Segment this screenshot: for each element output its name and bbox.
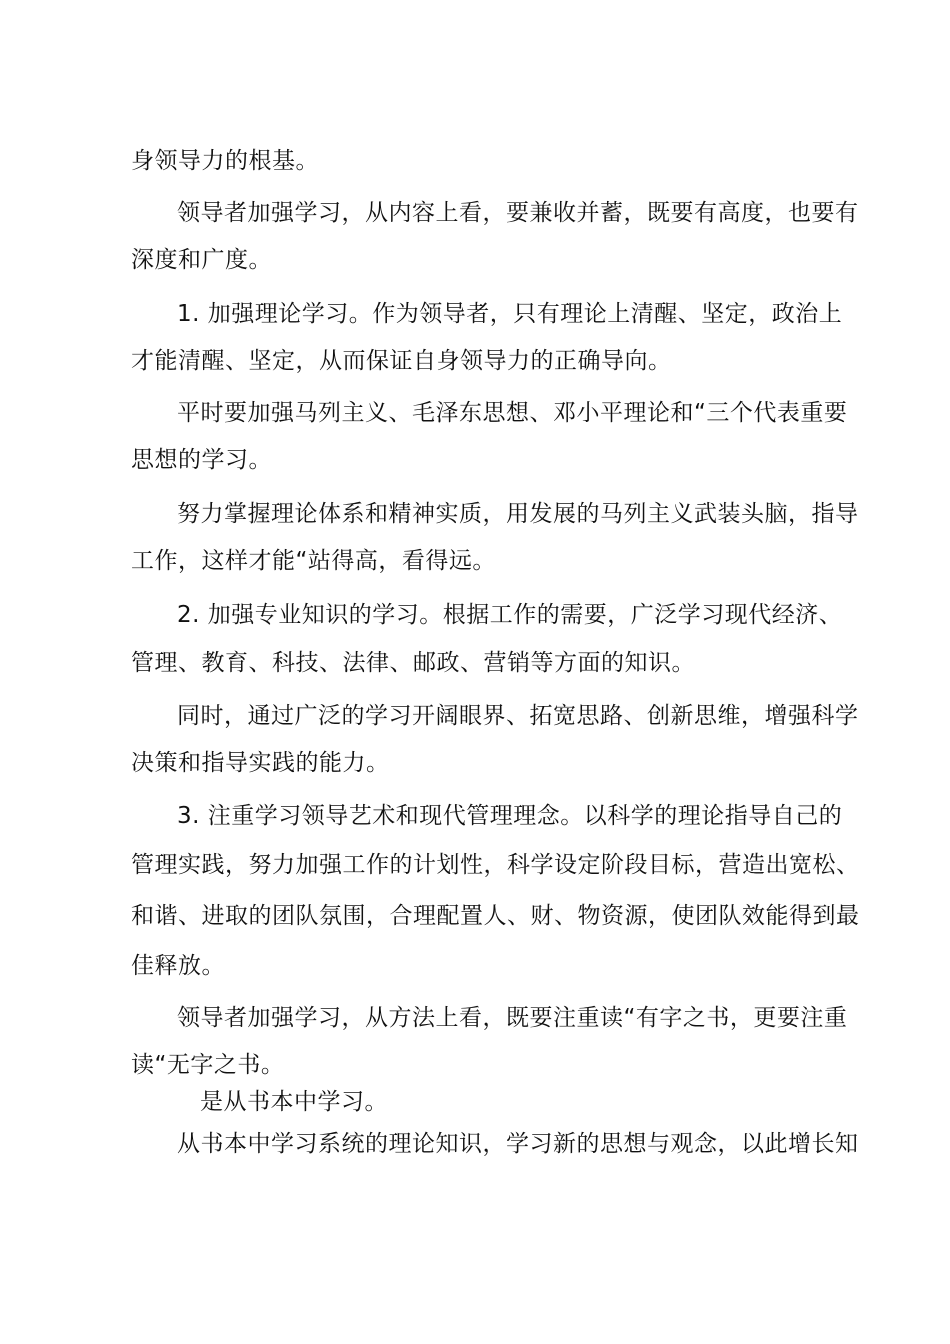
- text-line-18: 领导者加强学习，从方法上看，既要注重读“有字之书，更要注重: [177, 1005, 848, 1031]
- text-line-1: 身领导力的根基。: [131, 148, 319, 174]
- text-line-13: 决策和指导实践的能力。: [131, 750, 390, 776]
- text-line-4: 1. 加强理论学习。作为领导者，只有理论上清醒、坚定，政治上: [177, 301, 843, 327]
- text-line-2: 领导者加强学习，从内容上看，要兼收并蓄，既要有高度，也要有: [177, 200, 859, 226]
- text-line-16: 和谐、进取的团队氛围，合理配置人、财、物资源，使团队效能得到最: [131, 903, 860, 929]
- text-line-21: 从书本中学习系统的理论知识，学习新的思想与观念，以此增长知: [177, 1131, 859, 1157]
- text-line-5: 才能清醒、坚定，从而保证自身领导力的正确导向。: [131, 348, 672, 374]
- text-line-15: 管理实践，努力加强工作的计划性，科学设定阶段目标，营造出宽松、: [131, 852, 860, 878]
- text-line-3: 深度和广度。: [131, 247, 272, 273]
- text-line-10: 2. 加强专业知识的学习。根据工作的需要，广泛学习现代经济、: [177, 602, 843, 628]
- text-line-12: 同时，通过广泛的学习开阔眼界、拓宽思路、创新思维，增强科学: [177, 703, 859, 729]
- text-line-6: 平时要加强马列主义、毛泽东思想、邓小平理论和“三个代表重要: [177, 400, 848, 426]
- text-line-19: 读“无字之书。: [131, 1052, 285, 1078]
- text-line-8: 努力掌握理论体系和精神实质，用发展的马列主义武装头脑，指导: [177, 501, 859, 527]
- text-line-20: 是从书本中学习。: [200, 1089, 388, 1115]
- text-line-17: 佳释放。: [131, 953, 225, 979]
- text-line-9: 工作，这样才能“站得高，看得远。: [131, 548, 496, 574]
- text-line-11: 管理、教育、科技、法律、邮政、营销等方面的知识。: [131, 650, 695, 676]
- text-line-7: 思想的学习。: [131, 447, 272, 473]
- text-line-14: 3. 注重学习领导艺术和现代管理理念。以科学的理论指导自己的: [177, 803, 843, 829]
